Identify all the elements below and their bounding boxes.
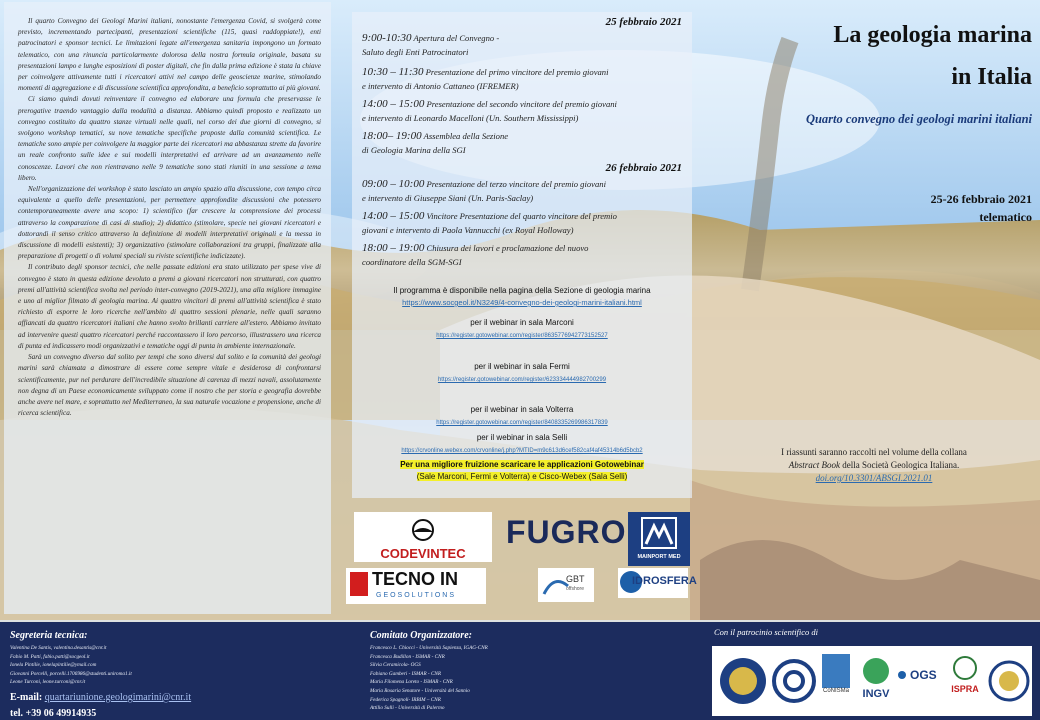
event-desc: Presentazione del secondo vincitore del premio giovani: [426, 99, 617, 109]
intro-paragraph: Il contributo degli sponsor tecnici, che nelle passate edizioni era stato utilizzato per spese vive di convegno è stato in questa edizione devoluto a premi a giovani ricercatori non strutturati, con quattro premi all'attività scientifica svolta nel periodo inter-convegno (2019-2021), una alla migliore immagine e uno al miglior filmato di geologia marina. Ai quattro vincitori di premi all'attività scientifica è stato richiesto di esporre le loro ricerche nell'ambito di quattro sessioni plenarie, nelle quali saranno affiancati da quattro ricercatori italiani che hanno svolto brillanti carriere all'estero. Abbiamo invitato ad intervenire questi quattro ricercatori perché raccontassero il loro percorso, illustrassero una ricerca di punta ed indicassero modi organizzativi e tematiche oggi di punta in ambiente internazionale.: [18, 263, 321, 350]
event-item: [362, 242, 687, 269]
patron-ispra: [944, 654, 986, 708]
conisma-icon: [822, 654, 850, 688]
event-item: [362, 130, 687, 157]
ingv-text: INGV: [862, 688, 890, 700]
comitato-list: [370, 644, 488, 713]
event-time: 10:30 – 11:30: [362, 66, 424, 78]
event-time: 14:00 – 15:00: [362, 210, 425, 222]
intro-paragraph: Sarà un convegno diverso dal solito per tempi che sono diversi dal solito e la comunità dei geologi marini sarà chiamata a dimostrare di essere come sempre vitale e desiderosa di confrontarsi scientificamente, pur nel perdurare dell'incredibile situazione di carenza di mezzi navali, assolutamente non degna di un Paese economicamente sviluppato come il nostro che per storia e geografia dovrebbe anche avere nel mare, e soprattutto nel Mediterraneo, la sua naturale vocazione e propensione, anche di ricerca scientifica.: [18, 353, 321, 418]
event-desc-2: e intervento di Leonardo Macelloni (Un. Southern Mississippi): [362, 112, 579, 123]
event-item: [362, 210, 687, 237]
event-time: 09:00 – 10:00: [362, 178, 425, 190]
segreteria-item: Leone Turconi, leone.turconi@cnr.it: [10, 679, 86, 686]
intro-paragraph: Ci siamo quindi dovuti reinventare il convegno ed elaborare una formula che preservasse le prerogative traendo vantaggio dalla modalità a distanza. Abbiamo quindi proposto e realizzato un convegno costituito da quattro stanze virtuali nelle quali, nel corso dei due giorni di convegno, si svolgono workshop tematici, su nove tematiche specifiche proposte dalla comunità scientifica. Le tematiche sono ampie per coinvolgere la maggior parte dei ricercatori ma abbastanza strette da favorire un reale confronto sulle idee e sui modelli interpretativi ed arrivare ad un avanzamento nelle conoscenze. Lavori che non rientravano nelle 9 tematiche sono stati riuniti in una sessione a tema libero.: [18, 95, 321, 182]
event-desc-2: di Geologia Marina della SGI: [362, 144, 466, 155]
ispra-text: ISPRA: [951, 684, 979, 694]
tecnoin-subtext: GEOSOLUTIONS: [376, 592, 457, 599]
intro-paragraph: Il quarto Convegno dei Geologi Marini italiani, nonostante l'emergenza Covid, si svolgerà come previsto, incrementando partecipanti, presentazioni scientifiche (115, quasi raddoppiate!), enti patrocinatori e sponsor tecnici. Le limitazioni legate all'emergenza sanitaria impongono un formato telematico, con una rinuncia particolarmente dolorosa della nostra formula originale, basata su presentazioni lampo e lunghe esposizioni di poster digitali, che fin dalla prima edizione è stata la chiave per coinvolgere attivamente tutti i ricercatori attivi nel campo delle geoscienze marine, stimolando momenti di aggregazione e di discussione scientifica approfondita, a beneficio soprattutto ai più giovani.: [18, 17, 321, 93]
mainport-text: MAINPORT MED: [637, 554, 681, 560]
segreteria-item: Ionela Pintilie, ionelapintilie@ymail.com: [10, 662, 97, 669]
event-item: [362, 98, 687, 125]
segreteria-title: Segreteria tecnica:: [10, 630, 88, 641]
segreteria-item: Fabio M. Patti, fabio.patti@socgeol.it: [10, 653, 90, 660]
day1-date: 25 febbraio 2021: [605, 16, 682, 28]
event-desc: Presentazione del terzo vincitore del premio giovani: [426, 179, 606, 189]
page-subtitle: Quarto convegno dei geologi marini italiani: [805, 112, 1032, 126]
webinar-label: per il webinar in sala Volterra: [470, 405, 574, 414]
segreteria-item: Giovanni Porcelli, porcelli.1706986@studenti.uniroma1.it: [10, 670, 132, 677]
ingv-icon: [863, 658, 889, 684]
comitato-item: Francesco L. Chiocci - Università Sapienza, IGAG-CNR: [370, 645, 488, 651]
event-dates: [931, 190, 1032, 226]
event-item: [362, 178, 687, 205]
event-desc-2: e intervento di Giuseppe Siani (Un. Paris-Saclay): [362, 192, 534, 203]
download-note-line1: Per una migliore fruizione scaricare le applicazioni Gotowebinar: [400, 460, 644, 469]
tecnoin-logo: [346, 568, 486, 604]
webinar-link-marconi[interactable]: https://register.gotowebinar.com/register/8635776942773152527: [436, 333, 608, 339]
gbt-text: GBT: [566, 574, 585, 584]
event-desc-2: Saluto degli Enti Patrocinatori: [362, 46, 469, 57]
webinar-label: per il webinar in sala Selli: [476, 433, 568, 442]
patron-cnr-icon: [772, 654, 816, 708]
abstract-note: [752, 446, 996, 485]
idrosfera-logo: [618, 568, 697, 598]
mainport-logo: [628, 512, 690, 566]
abstract-line2: della Società Geologica Italiana.: [840, 460, 960, 470]
page-title: [833, 14, 1032, 98]
comitato-item: Maria Rosaria Senatore - Università del Sannio: [370, 687, 470, 694]
dates-text: 25-26 febbraio 2021: [930, 192, 1032, 206]
comitato-item: Federica Spagnoli- IRBIM – CNR: [370, 696, 441, 703]
tecnoin-text: TECNO IN: [372, 569, 459, 589]
event-item: [362, 66, 687, 93]
event-desc-2: giovani e intervento di Paola Vannucchi (ex Royal Holloway): [362, 224, 574, 235]
event-desc: Vincitore Presentazione del quarto vincitore del premio: [426, 211, 617, 221]
program-panel: [352, 12, 692, 498]
day2-date: 26 febbraio 2021: [605, 162, 682, 174]
webinar-label: per il webinar in sala Marconi: [470, 318, 574, 327]
fugro-logo: [500, 512, 627, 562]
webinar-label: per il webinar in sala Fermi: [474, 362, 570, 371]
comitato-item: Attilio Sulli - Università di Palermo: [370, 705, 445, 712]
event-desc: Presentazione del primo vincitore del premio giovani: [425, 67, 609, 77]
email-label: E-mail:: [10, 692, 43, 703]
program-info-text: Il programma è disponibile nella pagina della Sezione di geologia marina: [393, 286, 651, 295]
event-desc-2: e intervento di Antonio Cattaneo (IFREMER): [362, 80, 519, 91]
webinar-link-fermi[interactable]: https://register.gotowebinar.com/register/6233344449827002​99: [437, 377, 607, 383]
event-desc: Chiusura dei lavori e proclamazione del nuovo: [426, 243, 589, 253]
webinar-link-selli[interactable]: https://crvonline.webex.com/crvonline/j.php?MTID=m9c613d6cef582caf4af45314b6d5bcb2: [401, 448, 643, 454]
event-item: [362, 32, 687, 59]
footer-band: [0, 622, 1040, 720]
ogs-icon: [898, 671, 906, 679]
comitato-item: Francesca Budillon - ISMAR - CNR: [370, 653, 445, 660]
patron-ogs: [898, 666, 942, 720]
event-time: 18:00 – 19:00: [362, 242, 425, 254]
comitato-title: Comitato Organizzatore:: [370, 630, 472, 641]
patron-emblem-icon: [988, 654, 1030, 708]
fugro-text: FUGRO: [506, 514, 627, 550]
tecnoin-icon: [350, 572, 368, 596]
patron-ingv: [856, 654, 896, 708]
ogs-text: OGS: [910, 668, 937, 682]
intro-paragraph: Nell'organizzazione dei workshop è stato lasciato un ampio spazio alla discussione, con tempo circa equivalente a quello delle presentazioni, per permettere approfondite discussioni che potessero contemporaneamente avere una scopo: 1) scientifico (far crescere la comprensione dei processi attraverso la comparazione di casi di studio); 2) didattico (stimolare, specie nei giovani ricercatori e dottorandi il senso critico attraverso la definizione di modelli interpretativi originali e la messa in discussione di modelli esistenti); 3) organizzativo (stimolare collaborazioni tra gruppi, finalizzate alla preparazione di progetti o di volumi speciali su riviste scientifiche indicizzate).: [18, 185, 321, 261]
event-time: 18:00– 19:00: [362, 130, 422, 142]
patrocinio-title: Con il patrocinio scientifico di: [714, 627, 819, 637]
event-time: 9:00-10:30: [362, 32, 412, 44]
comitato-item: Silvia Ceramicola- OGS: [370, 662, 421, 669]
codevintec-logo: [354, 512, 492, 562]
conisma-text: CoNISMa: [822, 688, 849, 694]
abstract-line1: I riassunti saranno raccolti nel volume della collana: [781, 447, 967, 457]
comitato-item: Fabiano Gamberi - ISMAR - CNR: [370, 670, 442, 677]
event-desc: Assemblea della Sezione: [423, 131, 509, 141]
idrosfera-text: IDROSFERA: [632, 575, 697, 587]
email-link[interactable]: quartariunione.geologimarini@cnr.it: [44, 692, 192, 703]
mode-text: telematico: [979, 210, 1032, 224]
segreteria-item: Valentina De Santis, valentina.desantis@cnr.it: [10, 645, 107, 651]
phone-line: tel. +39 06 49914935: [10, 708, 97, 719]
event-desc-2: coordinatore della SGM-SGI: [362, 256, 462, 267]
program-page-link[interactable]: https://www.socgeol.it/N3249/4-convegno-dei-geologi-marini-italiani.html: [402, 298, 642, 307]
gbt-subtext: offshore: [566, 586, 584, 592]
codevintec-text: CODEVINTEC: [380, 546, 466, 561]
patrons-box: [712, 646, 1032, 716]
email-line: [10, 692, 191, 703]
doi-link[interactable]: doi.org/10.3301/ABSGI.2021.01: [815, 473, 933, 483]
event-desc: Apertura del Convegno -: [413, 33, 500, 43]
title-line-1: La geologia marina: [833, 22, 1032, 48]
patron-conisma: [818, 654, 854, 708]
patron-seal-icon: [718, 654, 768, 708]
intro-text-panel: [4, 2, 331, 614]
segreteria-list: [10, 644, 132, 687]
ispra-icon: [953, 656, 977, 680]
abstract-book-name: Abstract Book: [788, 460, 841, 470]
comitato-item: Maria Filomena Loreto - ISMAR - CNR: [370, 679, 453, 686]
webinar-link-volterra[interactable]: https://register.gotowebinar.com/register/8408335269986317839: [436, 420, 608, 426]
gbt-logo: [538, 568, 594, 602]
event-time: 14:00 – 15:00: [362, 98, 425, 110]
download-note-line2: (Sale Marconi, Fermi e Volterra) e Cisco-Webex (Sala Selli): [416, 472, 628, 481]
title-line-2: in Italia: [951, 64, 1032, 90]
